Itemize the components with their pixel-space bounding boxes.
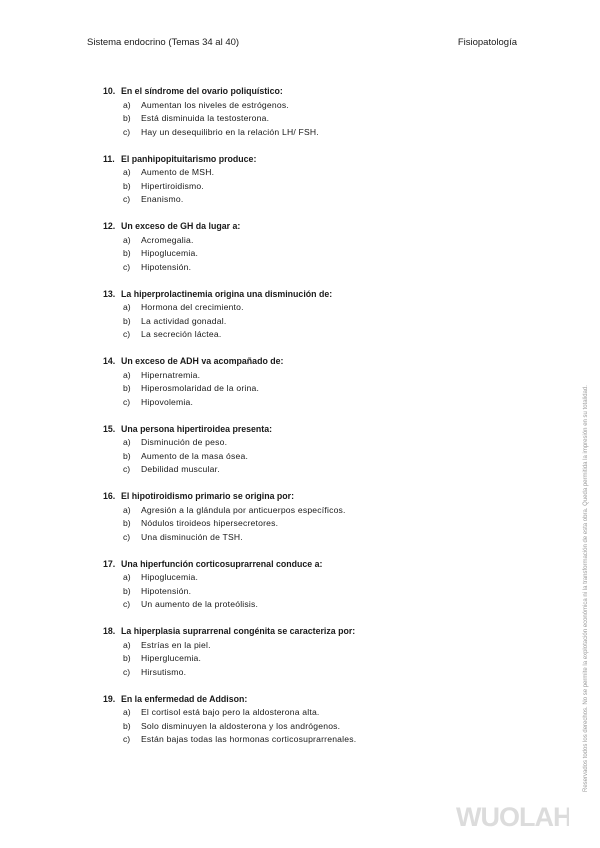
option-letter: a) — [123, 437, 131, 447]
option-letter: b) — [123, 653, 131, 663]
answer-option — [103, 517, 433, 531]
answer-option — [103, 247, 433, 261]
option-letter: a) — [123, 639, 131, 650]
option-letter: a) — [123, 369, 131, 380]
answer-option — [103, 652, 433, 666]
answer-option — [103, 463, 433, 477]
answer-option — [103, 571, 433, 585]
question-number: 16. — [103, 491, 116, 501]
question-number: 18. — [103, 626, 116, 636]
question-title — [103, 490, 433, 504]
answer-option — [103, 531, 433, 545]
option-text: Acromegalia. — [141, 234, 194, 245]
header-subject: Fisiopatología — [457, 37, 517, 48]
option-letter: b) — [123, 450, 131, 461]
option-letter: b) — [123, 383, 131, 393]
option-letter: c) — [123, 531, 131, 542]
question-13 — [103, 288, 433, 342]
option-letter: b) — [123, 248, 131, 258]
option-text: Aumentan los niveles de estrógenos. — [141, 99, 289, 110]
option-letter: c) — [123, 666, 131, 677]
question-title — [103, 355, 433, 369]
answer-option — [103, 639, 433, 653]
answer-option — [103, 436, 433, 450]
option-text: Están bajas todas las hormonas corticosuprarrenales. — [141, 734, 357, 744]
option-text: Un aumento de la proteólisis. — [141, 599, 259, 609]
answer-option — [103, 720, 433, 734]
option-letter: c) — [123, 194, 131, 204]
option-text: Hay un desequilibrio en la relación LH/ FSH. — [141, 126, 319, 137]
question-title — [103, 220, 433, 234]
answer-option — [103, 706, 433, 720]
question-16 — [103, 490, 433, 544]
question-title — [103, 85, 433, 99]
option-text: La actividad gonadal. — [141, 315, 227, 326]
question-title — [103, 423, 433, 437]
answer-option — [103, 598, 433, 612]
option-text: Agresión a la glándula por anticuerpos específicos. — [141, 504, 346, 515]
question-11 — [103, 153, 433, 207]
question-number: 15. — [103, 423, 116, 434]
option-text: Enanismo. — [141, 194, 184, 204]
question-list — [103, 85, 433, 747]
option-text: Hipotensión. — [141, 261, 192, 272]
question-number: 19. — [103, 693, 116, 704]
question-title — [103, 625, 433, 639]
option-letter: a) — [123, 504, 131, 515]
option-text: Aumento de MSH. — [141, 167, 215, 177]
question-15 — [103, 423, 433, 477]
option-letter: b) — [123, 180, 131, 191]
question-text: Un exceso de GH da lugar a: — [121, 221, 241, 231]
question-title — [103, 153, 433, 167]
option-letter: a) — [123, 167, 131, 177]
question-number: 14. — [103, 356, 116, 366]
question-19 — [103, 693, 433, 747]
question-14 — [103, 355, 433, 409]
answer-option — [103, 585, 433, 599]
option-letter: a) — [123, 707, 131, 717]
question-text: El panhipopituitarismo produce: — [121, 153, 257, 164]
option-text: Estrías en la piel. — [141, 639, 211, 650]
question-text: Una hiperfunción corticosuprarrenal conduce a: — [121, 558, 323, 569]
answer-option — [103, 99, 433, 113]
option-text: Hipoglucemia. — [141, 248, 199, 258]
option-text: Solo disminuyen la aldosterona y los andrógenos. — [141, 720, 341, 731]
question-text: En la enfermedad de Addison: — [121, 693, 248, 704]
option-letter: b) — [123, 315, 131, 326]
option-text: Nódulos tiroideos hipersecretores. — [141, 518, 279, 528]
answer-option — [103, 315, 433, 329]
option-text: Debilidad muscular. — [141, 464, 220, 474]
option-letter: a) — [123, 302, 131, 312]
answer-option — [103, 666, 433, 680]
answer-option — [103, 261, 433, 275]
question-text: La hiperplasia suprarrenal congénita se caracteriza por: — [121, 626, 356, 636]
option-letter: c) — [123, 464, 131, 474]
question-10 — [103, 85, 433, 139]
option-text: Hirsutismo. — [141, 666, 187, 677]
question-number: 12. — [103, 221, 116, 231]
wuolah-logo — [456, 800, 569, 830]
question-number: 10. — [103, 86, 116, 96]
answer-option — [103, 504, 433, 518]
answer-option — [103, 180, 433, 194]
option-letter: c) — [123, 734, 131, 744]
option-text: Hipernatremia. — [141, 369, 201, 380]
answer-option — [103, 234, 433, 248]
option-text: Hipoglucemia. — [141, 572, 199, 582]
question-17 — [103, 558, 433, 612]
answer-option — [103, 301, 433, 315]
option-text: Hipovolemia. — [141, 396, 194, 407]
svg-text:WUOLAH: WUOLAH — [456, 802, 569, 830]
answer-option — [103, 126, 433, 140]
option-text: Hipotensión. — [141, 585, 192, 596]
question-18 — [103, 625, 433, 679]
option-text: Hiperosmolaridad de la orina. — [141, 383, 260, 393]
option-text: Hormona del crecimiento. — [141, 302, 244, 312]
answer-option — [103, 369, 433, 383]
option-letter: c) — [123, 599, 131, 609]
option-letter: c) — [123, 126, 131, 137]
question-title — [103, 693, 433, 707]
question-title — [103, 288, 433, 302]
question-12 — [103, 220, 433, 274]
answer-option — [103, 328, 433, 342]
option-letter: b) — [123, 720, 131, 731]
option-text: Hiperglucemia. — [141, 653, 202, 663]
copyright-notice: Reservados todos los derechos. No se permite la explotación económica ni la transformación de esta obra. Queda permitida la impresión en su totalidad. — [583, 385, 589, 792]
option-text: Una disminución de TSH. — [141, 531, 243, 542]
question-number: 11. — [103, 153, 115, 164]
question-text: En el síndrome del ovario poliquístico: — [121, 86, 283, 96]
question-number: 13. — [103, 288, 116, 299]
header-title: Sistema endocrino (Temas 34 al 40) — [87, 37, 240, 48]
answer-option — [103, 733, 433, 747]
option-letter: a) — [123, 234, 131, 245]
question-title — [103, 558, 433, 572]
option-text: Hipertiroidismo. — [141, 180, 204, 191]
answer-option — [103, 382, 433, 396]
answer-option — [103, 193, 433, 207]
option-letter: c) — [123, 329, 131, 339]
question-text: Una persona hipertiroidea presenta: — [121, 423, 273, 434]
option-text: Aumento de la masa ósea. — [141, 450, 249, 461]
question-text: Un exceso de ADH va acompañado de: — [121, 356, 284, 366]
question-text: El hipotiroidismo primario se origina por: — [121, 491, 295, 501]
option-letter: a) — [123, 572, 131, 582]
option-letter: b) — [123, 518, 131, 528]
option-letter: b) — [123, 585, 131, 596]
question-text: La hiperprolactinemia origina una disminución de: — [121, 288, 333, 299]
question-number: 17. — [103, 558, 116, 569]
answer-option — [103, 112, 433, 126]
option-letter: b) — [123, 113, 131, 123]
option-text: La secreción láctea. — [141, 329, 222, 339]
option-letter: a) — [123, 99, 131, 110]
option-letter: c) — [123, 396, 131, 407]
option-text: Está disminuida la testosterona. — [141, 113, 270, 123]
option-text: Disminución de peso. — [141, 437, 228, 447]
option-letter: c) — [123, 261, 131, 272]
answer-option — [103, 166, 433, 180]
answer-option — [103, 396, 433, 410]
option-text: El cortisol está bajo pero la aldosterona alta. — [141, 707, 320, 717]
answer-option — [103, 450, 433, 464]
